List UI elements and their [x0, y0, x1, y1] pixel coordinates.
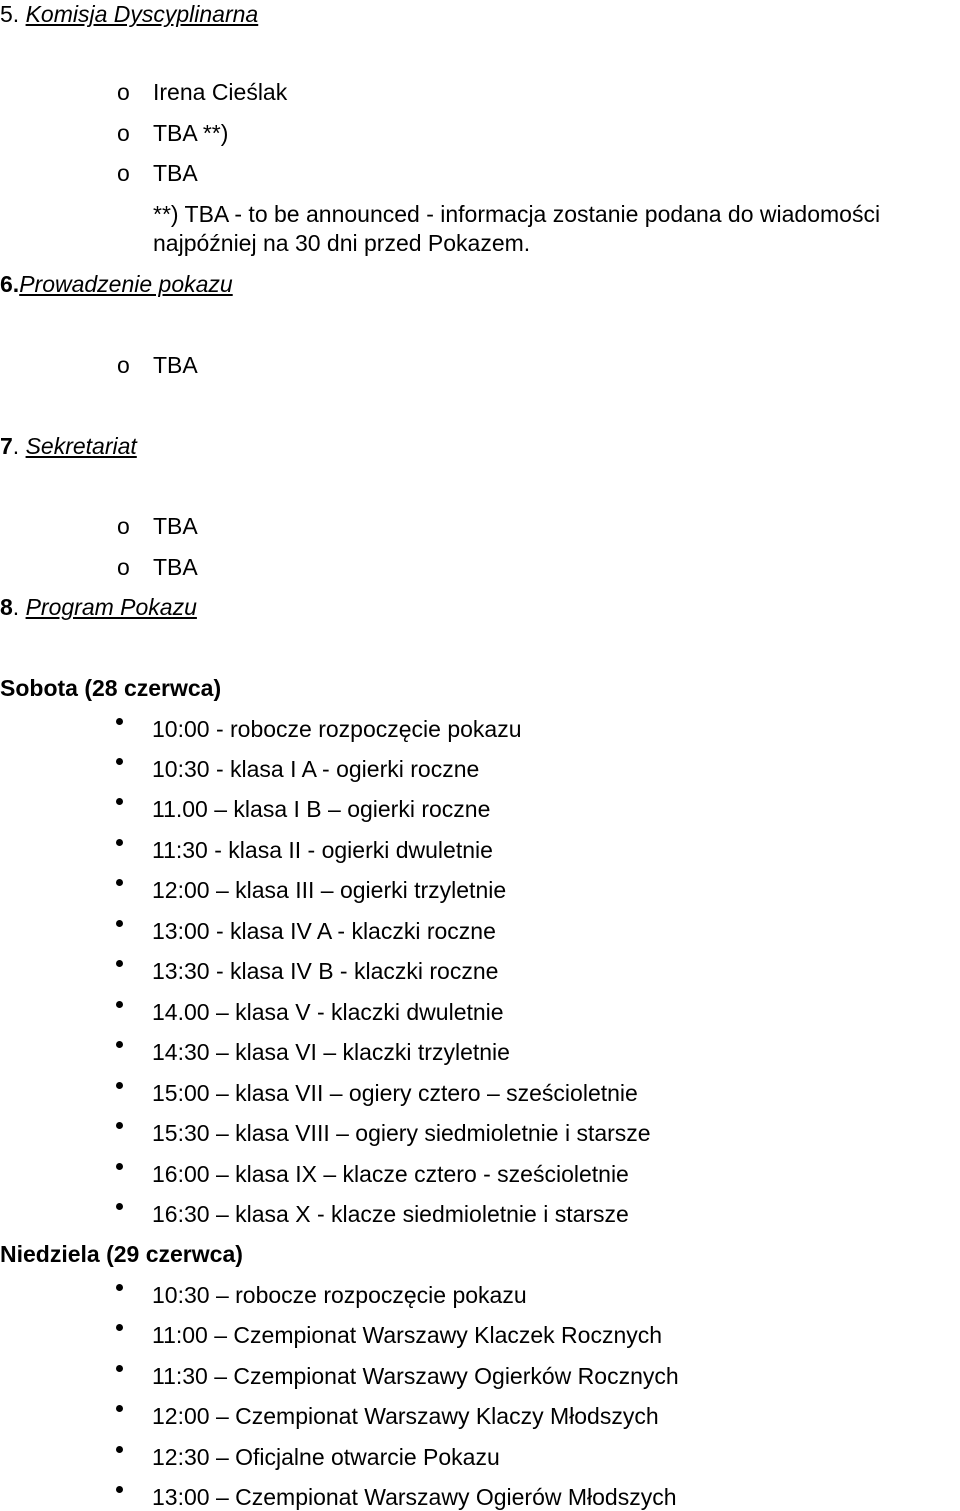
- section-6-heading: [0, 270, 233, 298]
- list-item: [0, 1443, 960, 1471]
- prowadzenie-list-item: [0, 351, 960, 379]
- section-6-number: 6.: [0, 271, 20, 297]
- komisja-list-item: [0, 119, 960, 147]
- bullet-icon: [116, 920, 123, 927]
- list-item: [0, 795, 960, 823]
- bullet-icon: [116, 1203, 123, 1210]
- komisja-member-3: TBA: [153, 160, 198, 186]
- section-8-title-link[interactable]: Program Pokazu: [25, 594, 197, 620]
- list-item: [0, 1321, 960, 1349]
- list-marker: o: [117, 513, 130, 539]
- bullet-icon: [116, 1365, 123, 1372]
- list-item: [0, 998, 960, 1026]
- komisja-list-item: [0, 159, 960, 187]
- list-item: [0, 1483, 960, 1511]
- bullet-icon: [116, 718, 123, 725]
- komisja-note-line-2: najpóźniej na 30 dni przed Pokazem.: [153, 230, 531, 256]
- schedule-entry: 13:30 - klasa IV B - klaczki roczne: [152, 958, 499, 984]
- schedule-entry: 14.00 – klasa V - klaczki dwuletnie: [152, 999, 504, 1025]
- section-7-separator: .: [12, 433, 26, 459]
- bullet-icon: [116, 839, 123, 846]
- sekretariat-list-item: [0, 512, 960, 540]
- section-5-title-link[interactable]: Komisja Dyscyplinarna: [25, 1, 259, 27]
- schedule-entry: 12:00 – klasa III – ogierki trzyletnie: [152, 877, 507, 903]
- komisja-member-1: Irena Cieślak: [153, 79, 288, 105]
- section-7-title-link[interactable]: Sekretariat: [25, 433, 137, 459]
- schedule-entry: 12:30 – Oficjalne otwarcie Pokazu: [152, 1444, 500, 1470]
- list-item: [0, 917, 960, 945]
- list-marker: o: [117, 120, 130, 146]
- bullet-icon: [116, 1324, 123, 1331]
- bullet-icon: [116, 879, 123, 886]
- section-7-number: 7: [0, 433, 13, 459]
- schedule-entry: 10:30 – robocze rozpoczęcie pokazu: [152, 1282, 527, 1308]
- section-8-number: 8: [0, 594, 13, 620]
- schedule-entry: 13:00 - klasa IV A - klaczki roczne: [152, 918, 496, 944]
- list-item: [0, 1079, 960, 1107]
- bullet-icon: [116, 1122, 123, 1129]
- bullet-icon: [116, 960, 123, 967]
- schedule-entry: 11.00 – klasa I B – ogierki roczne: [152, 796, 491, 822]
- komisja-list-item: [0, 78, 960, 106]
- schedule-entry: 11:30 – Czempionat Warszawy Ogierków Rocznych: [152, 1363, 679, 1389]
- bullet-icon: [116, 1446, 123, 1453]
- bullet-icon: [116, 1041, 123, 1048]
- schedule-entry: 16:00 – klasa IX – klacze cztero - sześcioletnie: [152, 1161, 629, 1187]
- list-item: [0, 755, 960, 783]
- sekretariat-list-item: [0, 553, 960, 581]
- list-item: [0, 1200, 960, 1228]
- bullet-icon: [116, 1486, 123, 1493]
- list-marker: o: [117, 79, 130, 105]
- bullet-icon: [116, 1163, 123, 1170]
- prowadzenie-item-1: TBA: [153, 352, 198, 378]
- list-item: [0, 1038, 960, 1066]
- bullet-icon: [116, 1082, 123, 1089]
- schedule-entry: 12:00 – Czempionat Warszawy Klaczy Młodszych: [152, 1403, 659, 1429]
- schedule-entry: 13:00 – Czempionat Warszawy Ogierów Młodszych: [152, 1484, 677, 1510]
- schedule-entry: 14:30 – klasa VI – klaczki trzyletnie: [152, 1039, 510, 1065]
- list-item: [0, 1402, 960, 1430]
- list-marker: o: [117, 352, 130, 378]
- schedule-entry: 15:30 – klasa VIII – ogiery siedmioletnie i starsze: [152, 1120, 651, 1146]
- list-item: [0, 1119, 960, 1147]
- komisja-note-line-1: **) TBA - to be announced - informacja zostanie podana do wiadomości: [153, 201, 881, 227]
- sekretariat-item-1: TBA: [153, 513, 198, 539]
- bullet-icon: [116, 1405, 123, 1412]
- list-item: [0, 1160, 960, 1188]
- section-8-separator: .: [12, 594, 26, 620]
- schedule-entry: 16:30 – klasa X - klacze siedmioletnie i starsze: [152, 1201, 629, 1227]
- bullet-icon: [116, 1284, 123, 1291]
- list-item: [0, 1281, 960, 1309]
- bullet-icon: [116, 758, 123, 765]
- section-7-heading: [0, 432, 137, 460]
- schedule-entry: 11:00 – Czempionat Warszawy Klaczek Rocznych: [152, 1322, 663, 1348]
- day-1-title: Sobota (28 czerwca): [0, 675, 222, 701]
- list-item: [0, 1362, 960, 1390]
- section-5-heading: [0, 0, 258, 28]
- bullet-icon: [116, 798, 123, 805]
- schedule-entry: 15:00 – klasa VII – ogiery cztero – sześcioletnie: [152, 1080, 638, 1106]
- sekretariat-item-2: TBA: [153, 554, 198, 580]
- bullet-icon: [116, 1001, 123, 1008]
- section-8-heading: [0, 593, 197, 621]
- komisja-member-2: TBA **): [153, 120, 229, 146]
- section-6-title-link[interactable]: Prowadzenie pokazu: [19, 271, 233, 297]
- list-item: [0, 876, 960, 904]
- schedule-entry: 11:30 - klasa II - ogierki dwuletnie: [152, 837, 493, 863]
- list-item: [0, 836, 960, 864]
- list-item: [0, 957, 960, 985]
- list-item: [0, 715, 960, 743]
- schedule-entry: 10:30 - klasa I A - ogierki roczne: [152, 756, 480, 782]
- schedule-entry: 10:00 - robocze rozpoczęcie pokazu: [152, 716, 522, 742]
- section-5-number: 5.: [0, 1, 26, 27]
- list-marker: o: [117, 554, 130, 580]
- list-marker: o: [117, 160, 130, 186]
- day-2-title: Niedziela (29 czerwca): [0, 1241, 243, 1267]
